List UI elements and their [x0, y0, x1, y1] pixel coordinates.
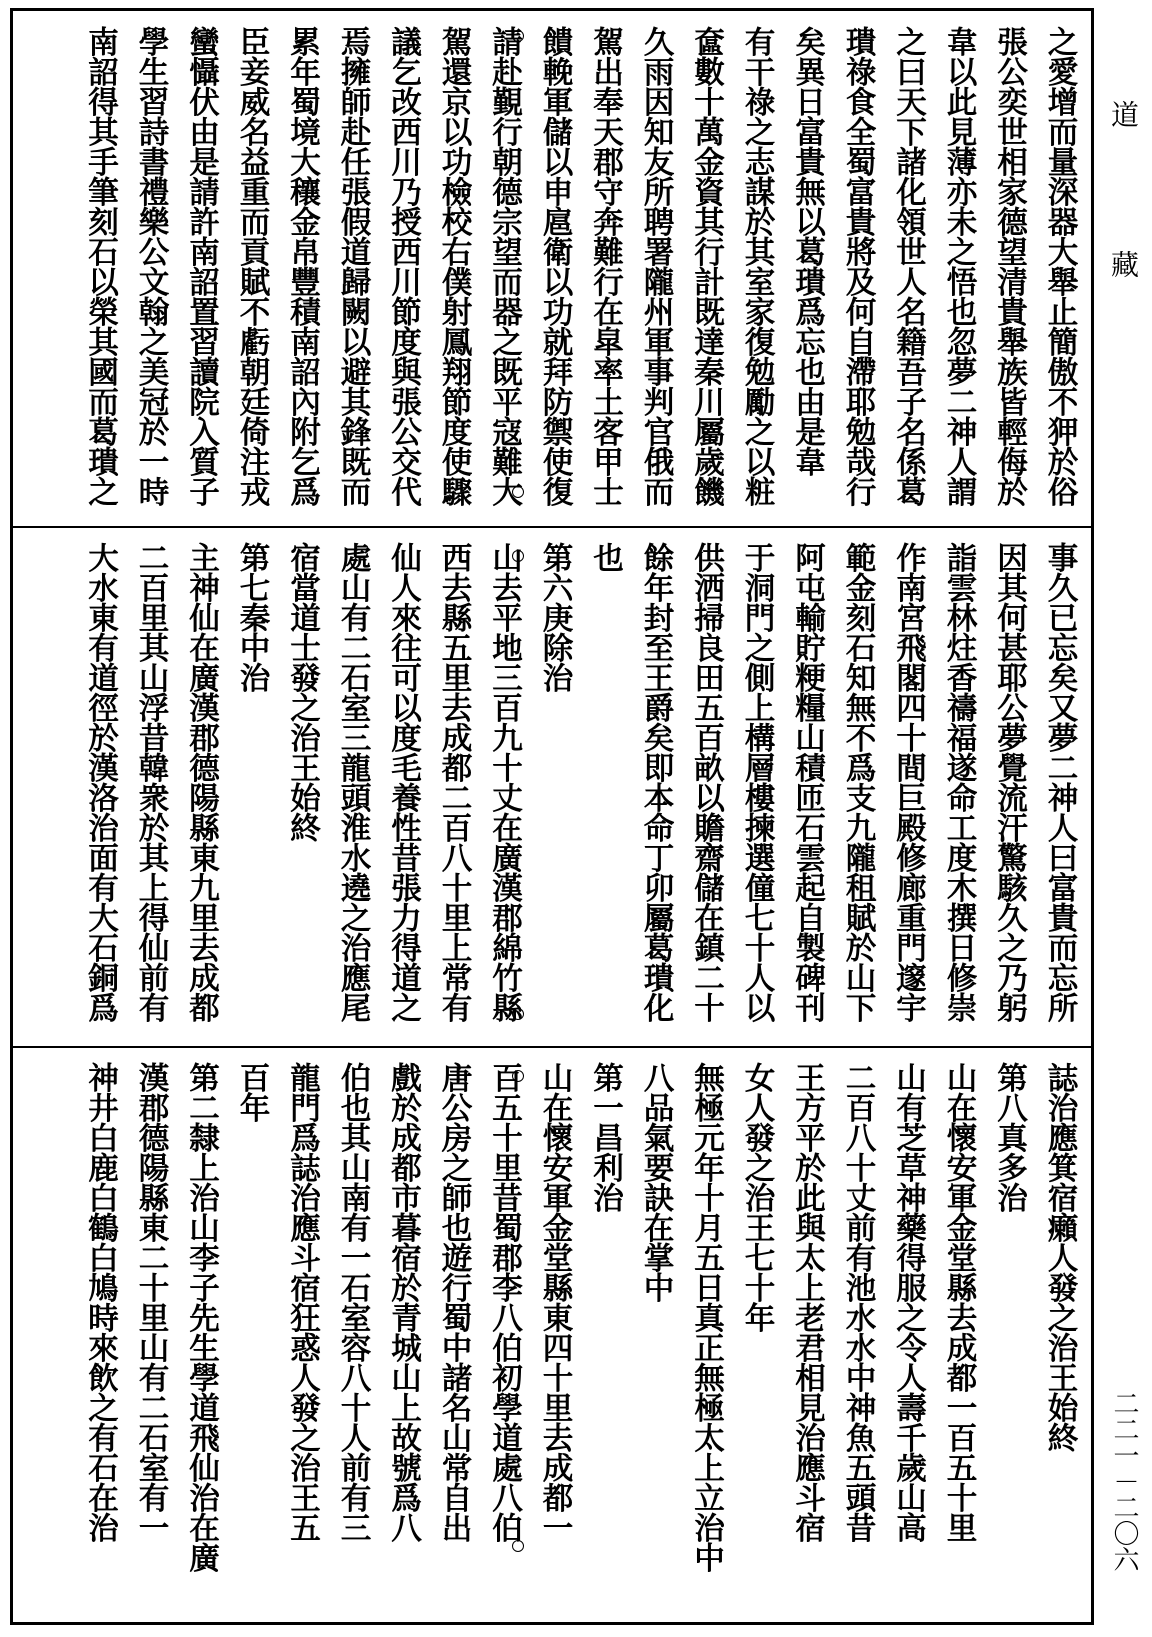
text-column: 有干祿之志謀於其室家復勉勵之以粧: [739, 26, 775, 506]
text-column: 作南宮飛閣四十間巨殿修廊重門邃宇: [890, 542, 927, 1022]
text-column: 第一昌利治: [587, 1062, 624, 1212]
margin-title-top: 道: [1107, 100, 1140, 128]
text-column: 西去縣五里去成都二百八十里上常有: [436, 542, 472, 1022]
text-column: 女人發之治王七十年: [739, 1062, 775, 1332]
text-column: 累年蜀境大穰金帛豐積南詔內附乞爲: [284, 26, 321, 506]
page-number: 二二一－二〇六: [1109, 1390, 1139, 1572]
text-column: 第二隸上治山李子先生學道飛仙治在廣: [183, 1062, 220, 1572]
margin-title-bottom: 藏: [1107, 250, 1140, 278]
text-column: 宿當道士發之治王始終: [284, 542, 321, 842]
text-column: 龍門爲誌治應斗宿狂惑人發之治王五: [284, 1062, 321, 1542]
text-column: 百五十里昔蜀郡李八伯初學道處八伯: [486, 1062, 523, 1542]
text-column: 于洞門之側上構層樓揀選僮七十人以: [739, 542, 775, 1022]
text-column: 山去平地三百九十丈在廣漢郡綿竹縣: [486, 542, 523, 1022]
text-column: 議乞改西川乃授西川節度與張公交代: [385, 26, 422, 506]
text-column: 璝祿食全蜀富貴將及何自滯耶勉哉行: [840, 26, 876, 506]
panel-divider-1: [13, 526, 1091, 528]
text-column: 焉擁師赴任張假道歸闕以避其鋒既而: [335, 26, 371, 506]
text-column: 臣妾威名益重而貢賦不虧朝廷倚注戎: [234, 26, 270, 506]
text-column: 詣雲林炷香禱福遂命工度木撰日修崇: [941, 542, 977, 1022]
panel-divider-2: [13, 1046, 1091, 1048]
text-column: 山在懷安軍金堂縣東四十里去成都一: [537, 1062, 573, 1542]
text-column: 第八真多治: [991, 1062, 1028, 1212]
text-column: 駕還京以功檢校右僕射鳳翔節度使驟: [436, 26, 472, 506]
text-column: 八品氣要訣在掌中: [638, 1062, 674, 1302]
text-column: 南詔得其手筆刻石以榮其國而葛璝之: [82, 26, 119, 506]
text-column: 供洒掃良田五百畝以贍齋儲在鎮二十: [688, 542, 725, 1022]
text-column: 第六庚除治: [537, 542, 573, 692]
text-column: 唐公房之師也遊行蜀中諸名山常自出: [436, 1062, 472, 1542]
text-column: 事久已忘矣又夢二神人曰富貴而忘所: [1042, 542, 1078, 1022]
text-column: 韋以此見薄亦未之悟也忽夢二神人謂: [941, 26, 977, 506]
text-column: 餘年封至王爵矣即本命丁卯屬葛璝化: [638, 542, 674, 1022]
text-column: 蠻懾伏由是請許南詔置習讀院入質子: [183, 26, 220, 506]
text-column: 之曰天下諸化領世人名籍吾子名係葛: [890, 26, 927, 506]
text-column: 山有芝草神藥得服之令人壽千歲山高: [890, 1062, 927, 1542]
text-column: 誌治應箕宿癩人發之治王始終: [1042, 1062, 1078, 1452]
text-column: 處山有二石室三龍頭淮水遶之治應尾: [335, 542, 371, 1022]
text-column: 百年: [234, 1062, 270, 1122]
text-column: 奩數十萬金資其行計既達秦川屬歲饑: [688, 26, 725, 506]
text-column: 久雨因知友所聘署隴州軍事判官俄而: [638, 26, 674, 506]
text-column: 因其何甚耶公夢覺流汗驚駭久之乃躬: [991, 542, 1028, 1022]
text-column: 第七秦中治: [234, 542, 270, 692]
text-column: 仙人來往可以度毛養性昔張力得道之: [385, 542, 422, 1022]
text-column: 也: [587, 542, 624, 572]
text-column: 漢郡德陽縣東二十里山有二石室有一: [133, 1062, 169, 1542]
text-column: 伯也其山南有一石室容八十人前有三: [335, 1062, 371, 1542]
text-column: 戲於成都市暮宿於青城山上故號爲八: [385, 1062, 422, 1542]
text-column: 之愛增而量深器大舉止簡傲不狎於俗: [1042, 26, 1078, 506]
text-column: 主神仙在廣漢郡德陽縣東九里去成都: [183, 542, 220, 1022]
text-column: 矣異日富貴無以葛璝爲忘也由是韋: [789, 26, 826, 476]
text-column: 阿屯輸貯粳糧山積匝石雲起自製碑刊: [789, 542, 826, 1022]
text-column: 王方平於此與太上老君相見治應斗宿: [789, 1062, 826, 1542]
text-column: 無極元年十月五日真正無極太上立治中: [688, 1062, 725, 1572]
text-column: 請赴覲行朝德宗望而器之既平寇難大: [486, 26, 523, 506]
text-column: 山在懷安軍金堂縣去成都一百五十里: [941, 1062, 977, 1542]
text-column: 神井白鹿白鶴白鳩時來飲之有石在治: [82, 1062, 119, 1542]
text-column: 張公奕世相家德望清貴舉族皆輕侮於: [991, 26, 1028, 506]
text-column: 大水東有道徑於漢洛治面有大石銅爲: [82, 542, 119, 1022]
text-column: 二百里其山浮昔韓衆於其上得仙前有: [133, 542, 169, 1022]
text-column: 饋輓軍儲以申扈衛以功就拜防禦使復: [537, 26, 573, 506]
text-column: 範金刻石知無不爲支九隴租賦於山下: [840, 542, 876, 1022]
text-column: 駕出奉天郡守奔難行在皐率土客甲士: [587, 26, 624, 506]
text-column: 二百八十丈前有池水水中神魚五頭昔: [840, 1062, 876, 1542]
text-column: 學生習詩書禮樂公文翰之美冠於一時: [133, 26, 169, 506]
